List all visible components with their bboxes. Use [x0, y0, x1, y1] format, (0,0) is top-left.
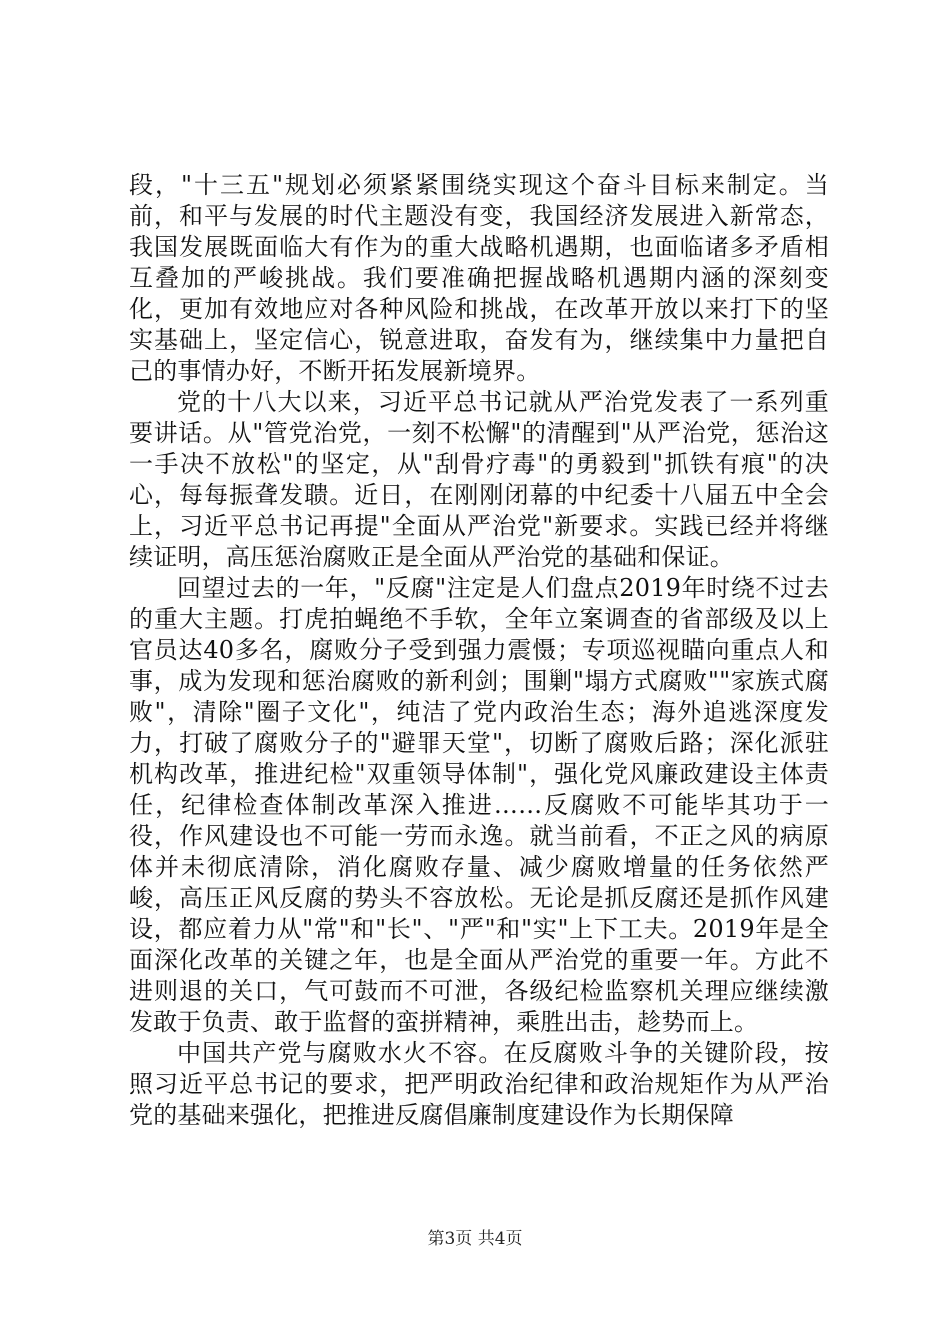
paragraph: 中国共产党与腐败水火不容。在反腐败斗争的关键阶段，按照习近平总书记的要求，把严明政治纪律和政治规矩作为从严治党的基础来强化，把推进反腐倡廉制度建设作为长期保障 — [129, 1039, 829, 1129]
body-text — [129, 170, 829, 1131]
paragraph-continued: 段，"十三五"规划必须紧紧围绕实现这个奋斗目标来制定。当前，和平与发展的时代主题没有变，我国经济发展进入新常态，我国发展既面临大有作为的重大战略机遇期，也面临诸多矛盾相互叠加的严峻挑战。我们要准确把握战略机遇期内涵的深刻变化，更加有效地应对各种风险和挑战，在改革开放以来打下的坚实基础上，坚定信心，锐意进取，奋发有为，继续集中力量把自己的事情办好，不断开拓发展新境界。 — [129, 171, 829, 385]
paragraph: 回望过去的一年，"反腐"注定是人们盘点2019年时绕不过去的重大主题。打虎拍蝇绝不手软，全年立案调查的省部级及以上官员达40多名，腐败分子受到强力震慑；专项巡视瞄向重点人和事，成为发现和惩治腐败的新利剑；围剿"塌方式腐败""家族式腐败"，清除"圈子文化"，纯洁了党内政治生态；海外追逃深度发力，打破了腐败分子的"避罪天堂"，切断了腐败后路；深化派驻机构改革，推进纪检"双重领导体制"，强化党风廉政建设主体责任，纪律检查体制改革深入推进……反腐败不可能毕其功于一役，作风建设也不可能一劳而永逸。就当前看，不正之风的病原体并未彻底清除，消化腐败存量、减少腐败增量的任务依然严峻，高压正风反腐的势头不容放松。无论是抓反腐还是抓作风建设，都应着力从"常"和"长"、"严"和"实"上下工夫。2019年是全面深化改革的关键之年，也是全面从严治党的重要一年。方此不进则退的关口，气可鼓而不可泄，各级纪检监察机关理应继续激发敢于负责、敢于监督的蛮拼精神，乘胜出击，趁势而上。 — [129, 574, 829, 1036]
page-footer: 第3页 共4页 — [427, 1229, 523, 1249]
paragraph: 党的十八大以来，习近平总书记就从严治党发表了一系列重要讲话。从"管党治党，一刻不松懈"的清醒到"从严治党，惩治这一手决不放松"的坚定，从"刮骨疗毒"的勇毅到"抓铁有痕"的决心，每每振聋发聩。近日，在刚刚闭幕的中纪委十八届五中全会上，习近平总书记再提"全面从严治党"新要求。实践已经并将继续证明，高压惩治腐败正是全面从严治党的基础和保证。 — [129, 388, 829, 571]
